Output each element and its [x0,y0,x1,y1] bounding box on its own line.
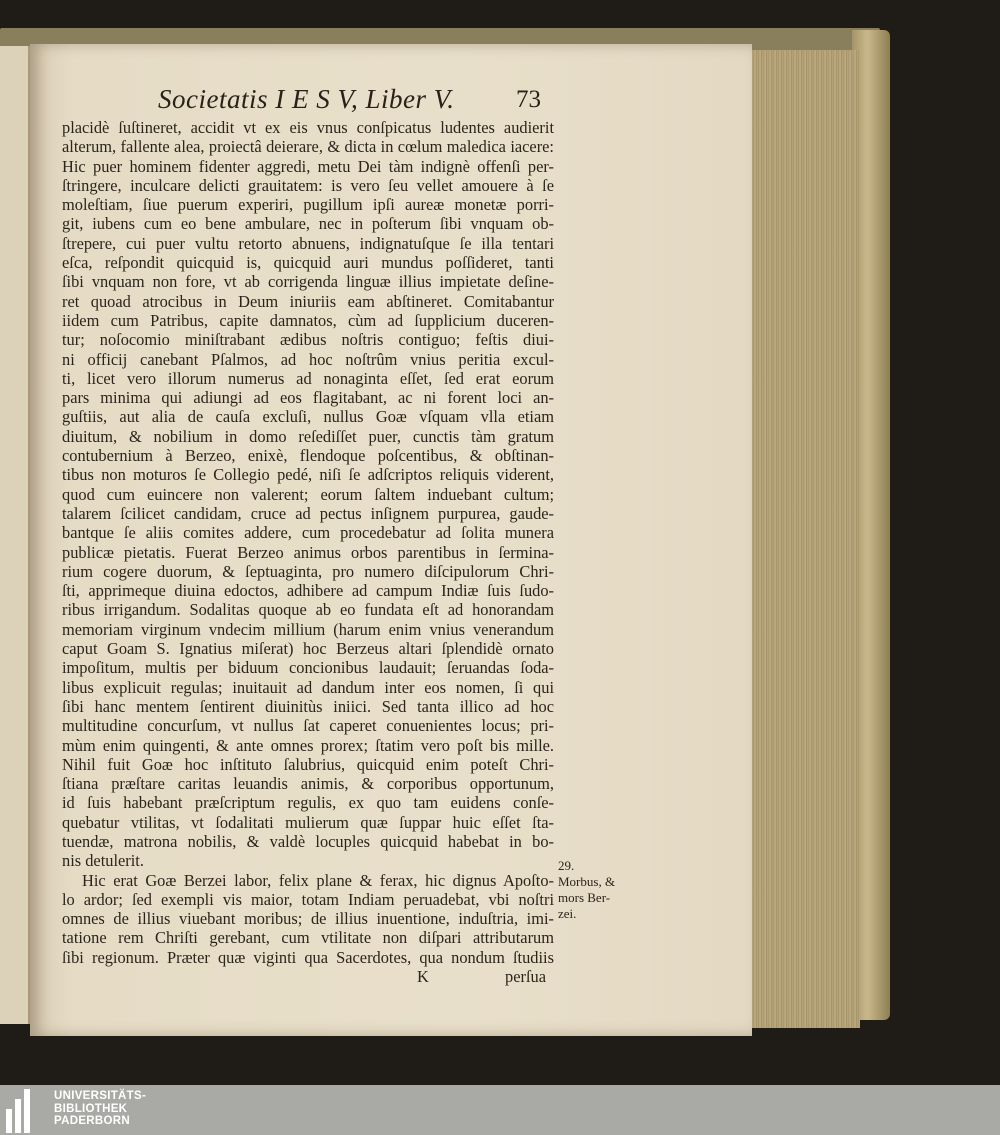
text-line: git, iubens cum eo bene ambulare, nec in poſterum ſibi vnquam ob- [62,214,554,234]
folio-number: 73 [516,86,541,113]
text-line: ni officij canebant Pſalmos, ad hoc noſtrûm vnius peritia excul- [62,349,554,369]
text-line: alterum, fallente alea, proiectâ deierare, & dicta in cœlum maledica iacere: [62,137,554,157]
text-line: id ſuis habebant præſcriptum regulis, ex quo tam euidens conſe- [62,793,554,813]
text-line: ſti, apprimeque diuina edoctos, adhibere ad campum Indiæ ſuis ſudo- [62,581,554,601]
left-page-edge [0,46,30,1024]
text-line: nis detulerit. [62,851,144,871]
text-line: ſibi vnquam non fore, vt ab corrigenda linguæ illius impietate deſine- [62,272,554,292]
text-line: quebatur vtilitas, vt ſodalitati mulierum quæ ſuppar huic eſſet ſta- [62,812,554,832]
library-logo-icon [6,1087,46,1133]
text-line: bantque ſe aliis comites addere, cum procedebatur ad ſolita munera [62,523,554,543]
text-line: mùm enim quingenti, & ante omnes prorex; ſtatim vero poſt bis mille. [62,735,554,755]
text-line: lo ardor; ſed exempli vis maior, totam Indiam peruadebat, vbi noſtri [62,889,554,909]
text-line: quod cum euincere non valerent; eorum ſaltem induebant cultum; [62,484,554,504]
text-line: ſibi regionum. Præter quæ viginti qua Sacerdotes, qua nondum ſtudiis [62,947,554,967]
page-header [158,84,578,116]
text-line: impoſitum, multis per biduum concionibus laudauit; ſeruandas ſoda- [62,658,554,678]
text-line: publicæ pietatis. Fuerat Berzeo animus orbos parentibus in ſermina- [62,542,554,562]
text-line: ret quoad atrocibus in Deum iniuriis eam abſtineret. Comitabantur [62,291,554,311]
signature-mark: K [417,967,429,987]
body-text [62,118,554,986]
text-line: tuendæ, matrona nobilis, & valdè locuples quicquid habebat in bo- [62,831,554,851]
margin-note-number: 29. [558,858,575,873]
text-line: contubernium à Berzeo, enixè, flendoque poſcentibus, & obſtinan- [62,446,554,466]
page-fore-edge [750,50,860,1028]
margin-note-line: Morbus, & [558,874,616,889]
text-line: omnes de illius viuebant moribus; de illius inuentione, induſtria, imi- [62,909,554,929]
text-line: ſtrepere, cui puer vultu retorto abnuens, indignatuſque ſe illa tentari [62,233,554,253]
text-line: talarem ſcilicet candidam, cruce ad pectus inſignem purpurea, gaude- [62,503,554,523]
text-line: guſtiis, aut alia de cauſa excluſi, nullus Goæ vſquam vlla etiam [62,407,554,427]
text-line: pars minima qui adiungi ad eos flagitabant, ac ni forent loci an- [62,388,554,408]
text-line: ſtiana præſtare caritas leuandis animis, & corporibus opportunum, [62,774,554,794]
text-line: libus explicuit regulas; inuitauit ad dandum inter eos nomen, ſi qui [62,677,554,697]
text-line: iidem cum Patribus, capite damnatos, cùm ad ſupplicium duceren- [62,310,554,330]
text-line: ti, licet vero illorum numerus ad nonaginta eſſet, ſed erat eorum [62,368,554,388]
text-line: caput Goam S. Ignatius miſerat) hoc Berzeus altari ſplendidè ornato [62,639,554,659]
text-line: multitudine concurſum, vt nullus ſat caperet conuenientes locus; pri- [62,716,554,736]
logo-line: BIBLIOTHEK [54,1102,128,1115]
text-line: tatione rem Chriſti gerebant, cum vtilitate non diſpari attributarum [62,928,554,948]
margin-note-line: mors Ber- [558,890,611,905]
text-line: tur; noſocomio miniſtrabant ædibus noſtris contiguo; feſtis diui- [62,330,554,350]
logo-line: UNIVERSITÄTS- [54,1090,147,1102]
text-line: rium cogere duorum, & ſeptuaginta, pro numero diſcipulorum Chri- [62,561,554,581]
catchword: perſua [505,967,546,987]
text-line: tibus non moturos ſe Collegio pedé, niſi ſe adſcriptos reliquis viderent, [62,465,554,485]
footer-bar [0,1085,1000,1135]
text-line: Hic puer hominem fidenter aggredi, metu Dei tàm indignè offenſi per- [62,156,554,176]
text-line: diuitum, & nobilium in domo reſediſſet puer, cunctis tàm gratum [62,426,554,446]
running-head: Societatis I E S V, Liber V. [158,84,455,114]
margin-note [558,858,638,922]
catchword-line [62,967,554,986]
margin-note-line: zei. [558,906,577,921]
text-line: eſca, reſpondit quicquid is, quicquid auri mundus poſſideret, tanti [62,253,554,273]
text-line: ſtringere, inculcare delicti grauitatem: is vero ſeu vellet amouere à ſe [62,175,554,195]
logo-line: PADERBORN [54,1115,130,1127]
text-line: memoriam virginum vndecim millium (harum enim vnius venerandum [62,619,554,639]
library-logo-text [54,1090,146,1128]
text-line: placidè ſuſtineret, accidit vt ex eis vnus conſpicatus ludentes audierit [62,118,554,137]
text-line: Hic erat Goæ Berzei labor, felix plane & ferax, hic dignus Apoſto- [82,870,554,890]
text-line: ribus irrigandum. Sodalitas quoque ab eo fundata eſt ad honorandam [62,600,554,620]
text-line: moleſtiam, ſiue puerum experiri, pugillum ipſi aureæ monetæ porri- [62,195,554,215]
text-line: Nihil fuit Goæ hoc inſtituto ſalubrius, quicquid enim poteſt Chri- [62,754,554,774]
text-line: ſibi hanc mentem ſentirent diuinitùs iniici. Sed tanta illico ad hoc [62,696,554,716]
